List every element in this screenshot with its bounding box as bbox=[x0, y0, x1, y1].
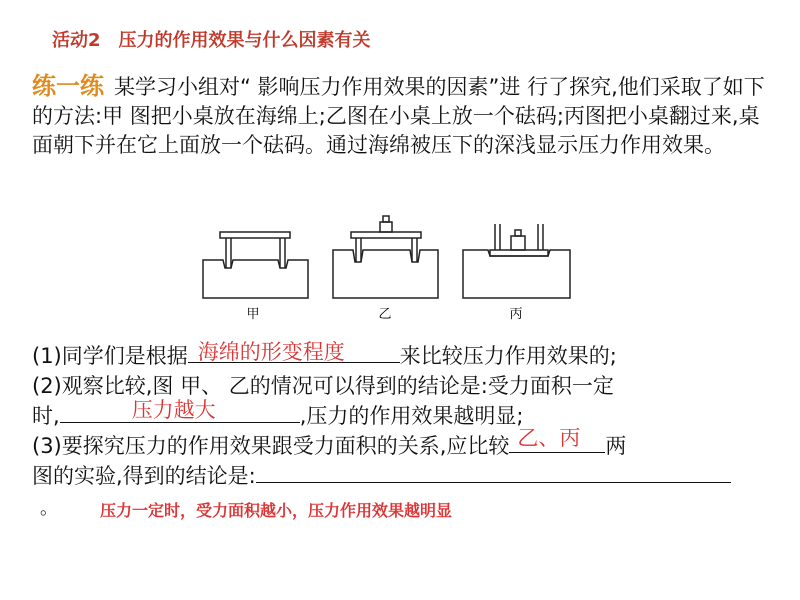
answer-4: 压力一定时，受力面积越小，压力作用效果越明显 bbox=[100, 501, 453, 520]
figure-yi bbox=[333, 216, 438, 298]
figure-jia bbox=[203, 232, 308, 298]
question-2-line-2: 时, 压力越大 ,压力的作用效果越明显; bbox=[32, 400, 523, 430]
answer-blank-4[interactable] bbox=[256, 462, 731, 483]
figure-label-bing: 丙 bbox=[509, 307, 523, 322]
intro-text: 某学习小组对“ 影响压力作用效果的因素”进 行了探究,他们采取了如下的方法:甲 图把小桌放在海绵上;乙图在小桌上放一个砝码;丙图把小桌翻过来,桌面朝下并在它上面放一个砝码。通过海绵被压下的深浅显示压力作用效果。 bbox=[32, 75, 765, 157]
intro-paragraph bbox=[32, 72, 777, 160]
answer-3: 乙、丙 bbox=[517, 426, 581, 450]
question-3-line-2: 图的实验,得到的结论是: bbox=[32, 460, 731, 490]
answer-2: 压力越大 bbox=[131, 398, 216, 422]
figure-bing bbox=[463, 224, 570, 298]
answer-blank-1[interactable] bbox=[188, 342, 400, 363]
figure-label-yi: 乙 bbox=[378, 307, 392, 322]
answer-blank-3[interactable] bbox=[509, 426, 605, 453]
question-2-line-1: (2)观察比较,图 甲、 乙的情况可以得到的结论是:受力面积一定 bbox=[32, 374, 614, 398]
answer-blank-2[interactable] bbox=[60, 398, 300, 423]
experiment-figure bbox=[198, 210, 578, 325]
question-3-end: 。 bbox=[40, 498, 58, 519]
answer-1: 海绵的形变程度 bbox=[197, 340, 345, 364]
figure-label-jia: 甲 bbox=[246, 307, 260, 322]
question-3-line-1: (3)要探究压力的作用效果跟受力面积的关系,应比较 乙、丙 两 bbox=[32, 430, 626, 460]
practice-tag: 练一练 bbox=[32, 72, 104, 100]
question-1: (1)同学们是根据 海绵的形变程度 来比较压力作用效果的; bbox=[32, 340, 617, 370]
activity-title: 活动2 压力的作用效果与什么因素有关 bbox=[52, 30, 371, 51]
